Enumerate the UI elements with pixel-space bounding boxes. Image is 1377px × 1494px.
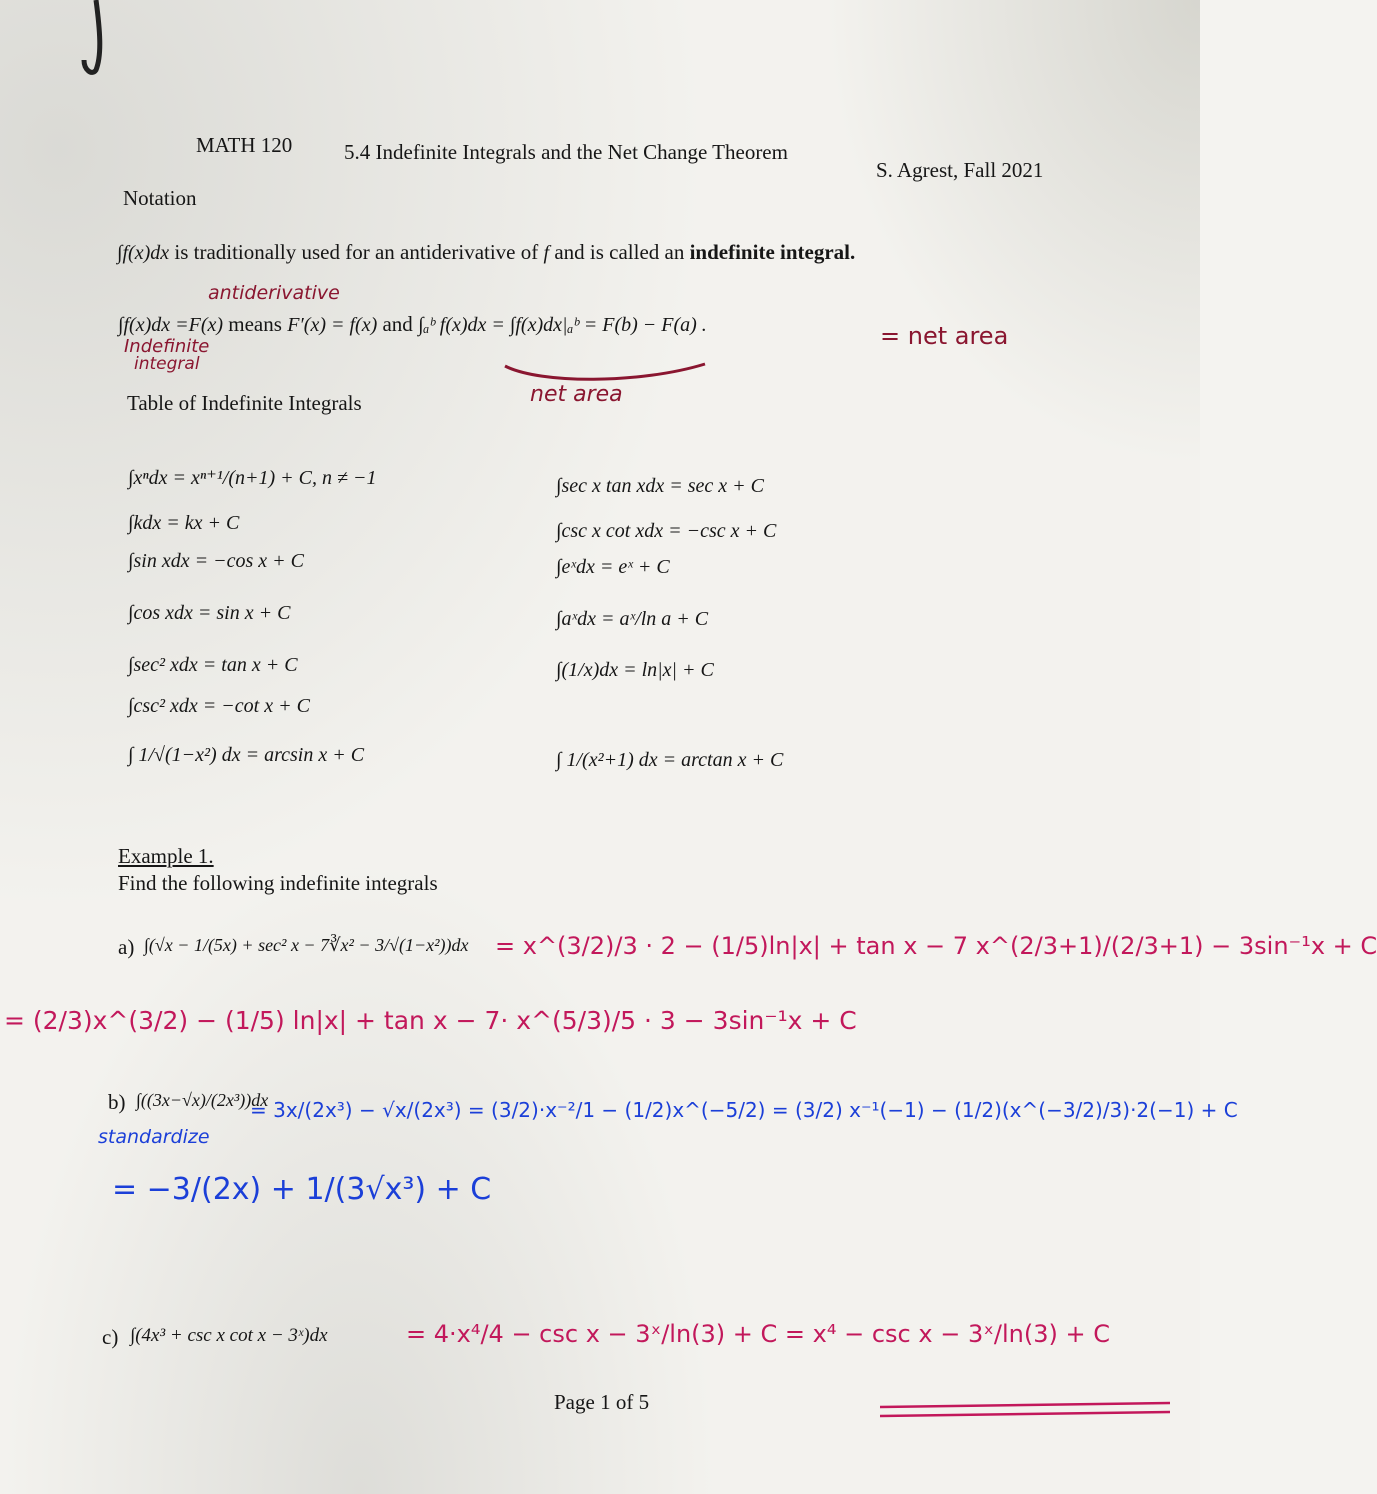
part-b-label: b) bbox=[108, 1090, 126, 1114]
note-indefinite: Indefinite bbox=[124, 336, 210, 357]
answer-underline-1 bbox=[880, 1403, 1170, 1407]
example-heading: Example 1. bbox=[118, 844, 214, 868]
table-left-sin: ∫sin xdx = −cos x + C bbox=[128, 550, 304, 572]
table-heading: Table of Indefinite Integrals bbox=[127, 391, 362, 415]
example-instruction: Find the following indefinite integrals bbox=[118, 871, 438, 895]
section-title: 5.4 Indefinite Integrals and the Net Change Theorem bbox=[344, 140, 788, 164]
table-right-cscCot: ∫csc x cot xdx = −csc x + C bbox=[556, 520, 777, 542]
table-right-ax: ∫aˣdx = aˣ/ln a + C bbox=[556, 608, 709, 630]
part-c-problem: ∫(4x³ + csc x cot x − 3ˣ)dx bbox=[130, 1325, 328, 1346]
answer-underline-2 bbox=[880, 1412, 1170, 1416]
page-number: Page 1 of 5 bbox=[554, 1390, 650, 1414]
table-left-sec2: ∫sec² xdx = tan x + C bbox=[128, 654, 298, 676]
part-a-label: a) bbox=[118, 935, 135, 959]
table-left-cos: ∫cos xdx = sin x + C bbox=[128, 602, 291, 624]
notation-line-2-means: means bbox=[223, 312, 288, 336]
table-left-power-rule: ∫xⁿdx = xⁿ⁺¹/(n+1) + C, n ≠ −1 bbox=[128, 467, 377, 489]
table-right-arctan: ∫ 1/(x²+1) dx = arctan x + C bbox=[556, 749, 784, 771]
notation-line-2-left: ∫f(x)dx =F(x) bbox=[118, 314, 224, 336]
notation-line-2 bbox=[118, 312, 707, 337]
part-a-work-line-2: = (2/3)x^(3/2) − (1/5) ln|x| + tan x − 7· x^(5/3)/5 · 3 − 3sin⁻¹x + C bbox=[4, 1006, 857, 1035]
part-a-problem: ∫(√x − 1/(5x) + sec² x − 7∛x² − 3/√(1−x²))dx bbox=[144, 935, 469, 955]
indefinite-integral-symbol: ∫f(x)dx bbox=[117, 242, 170, 264]
indefinite-integral-term: indefinite integral. bbox=[689, 240, 856, 264]
notation-line-1-text: is traditionally used for an antiderivative of bbox=[169, 240, 544, 264]
notation-line-2-right: ∫ₐᵇ f(x)dx = ∫f(x)dx|ₐᵇ = F(b) − F(a) . bbox=[418, 314, 707, 336]
notation-line-1 bbox=[117, 240, 855, 265]
table-left-csc2: ∫csc² xdx = −cot x + C bbox=[128, 695, 310, 717]
table-left-arcsin: ∫ 1/√(1−x²) dx = arcsin x + C bbox=[128, 744, 365, 766]
note-antiderivative: antiderivative bbox=[208, 282, 340, 304]
function-f: f bbox=[543, 242, 550, 264]
note-integral: integral bbox=[134, 354, 200, 374]
note-net-area: net area bbox=[530, 382, 623, 407]
part-b-problem: ∫((3x−√x)/(2x³))dx bbox=[136, 1090, 269, 1110]
part-a-work-line-1: = x^(3/2)/3 · 2 − (1/5)ln|x| + tan x − 7 x^(2/3+1)/(2/3+1) − 3sin⁻¹x + C bbox=[495, 932, 1377, 960]
part-c-label: c) bbox=[102, 1325, 119, 1349]
binder-clip-mark bbox=[84, 0, 100, 72]
part-c-work: = 4·x⁴/4 − csc x − 3ˣ/ln(3) + C = x⁴ − csc x − 3ˣ/ln(3) + C bbox=[406, 1320, 1110, 1348]
notation-line-1-text2: and is called an bbox=[549, 240, 690, 264]
part-b-note-standardize: standardize bbox=[98, 1126, 210, 1148]
notation-line-2-and: and bbox=[377, 312, 419, 336]
course-code: MATH 120 bbox=[196, 133, 293, 157]
table-right-secTan: ∫sec x tan xdx = sec x + C bbox=[556, 475, 764, 497]
table-right-ln: ∫(1/x)dx = ln|x| + C bbox=[556, 659, 714, 681]
table-right-exp: ∫eˣdx = eˣ + C bbox=[556, 556, 670, 578]
table-left-constant: ∫kdx = kx + C bbox=[128, 512, 240, 534]
notation-line-2-mid: F′(x) = f(x) bbox=[287, 314, 378, 336]
part-b-work-line-1: = 3x/(2x³) − √x/(2x³) = (3/2)·x⁻²/1 − (1/2)x^(−5/2) = (3/2) x⁻¹(−1) − (1/2)(x^(−3/2)/3)·2(−1) + C bbox=[250, 1098, 1238, 1122]
note-net-area-eq: = net area bbox=[880, 322, 1009, 350]
part-b-work-line-2: = −3/(2x) + 1/(3√x³) + C bbox=[112, 1172, 492, 1207]
author-term: S. Agrest, Fall 2021 bbox=[876, 158, 1044, 182]
net-area-brace bbox=[505, 364, 705, 379]
notation-heading: Notation bbox=[123, 186, 197, 210]
